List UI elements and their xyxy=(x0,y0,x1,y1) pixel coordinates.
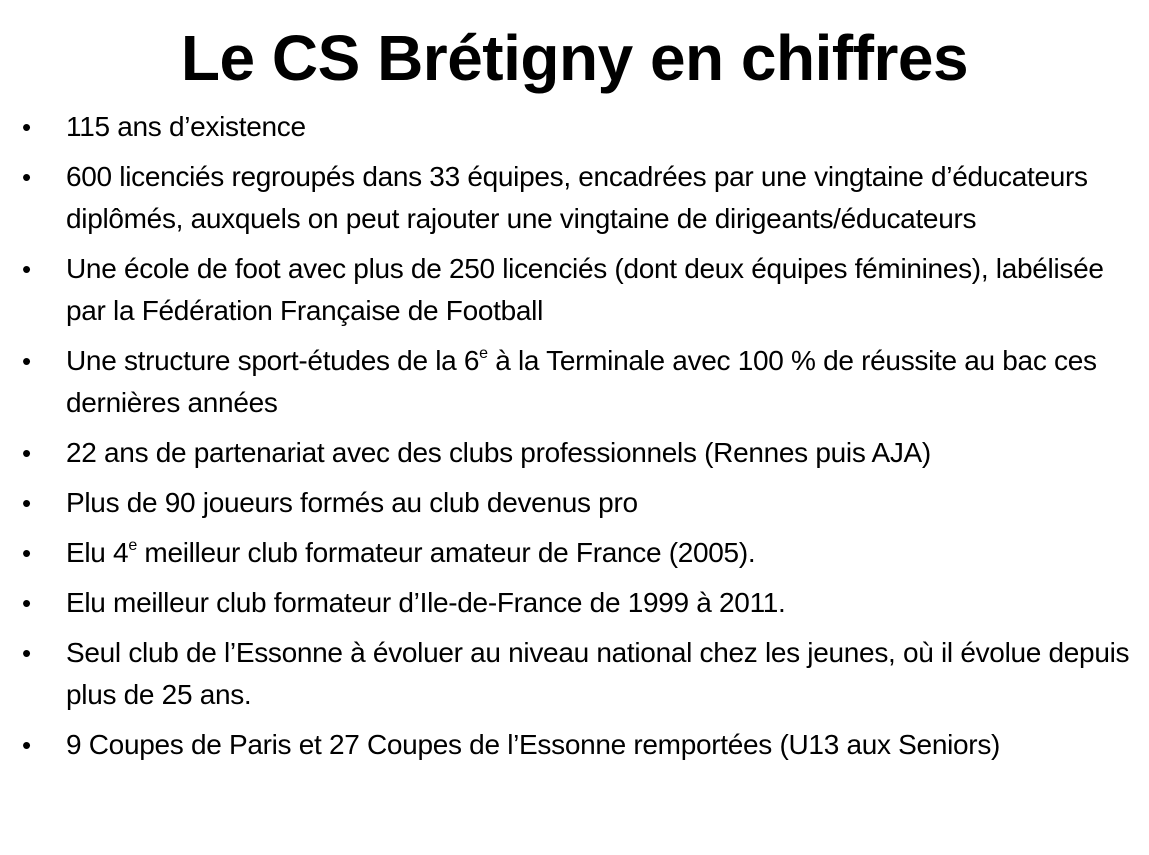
bullet-text-end: à la Terminale avec 100 % de réussite au bac ces dernières années xyxy=(66,345,1097,418)
bullet-list xyxy=(0,106,1149,774)
bullet-item xyxy=(0,482,1149,524)
bullet-text: Une école de foot avec plus de 250 licenciés (dont deux équipes féminines), labélisée par la Fédération Française de Football xyxy=(66,253,1104,326)
bullet-text-start: Elu 4 xyxy=(66,537,129,568)
bullet-item xyxy=(0,632,1149,716)
bullet-item xyxy=(0,432,1149,474)
bullet-text: Seul club de l’Essonne à évoluer au niveau national chez les jeunes, où il évolue depuis plus de 25 ans. xyxy=(66,637,1130,710)
superscript-ordinal: e xyxy=(128,536,137,554)
bullet-text: 9 Coupes de Paris et 27 Coupes de l’Essonne remportées (U13 aux Seniors) xyxy=(66,729,1001,760)
bullet-text-start: Une structure sport-études de la 6 xyxy=(66,345,480,376)
bullet-text: 600 licenciés regroupés dans 33 équipes, encadrées par une vingtaine d’éducateurs diplômés, auxquels on peut rajouter une vingtaine de dirigeants/éducateurs xyxy=(66,161,1088,234)
bullet-text: 22 ans de partenariat avec des clubs professionnels (Rennes puis AJA) xyxy=(66,437,931,468)
bullet-item xyxy=(0,106,1149,148)
superscript-ordinal: e xyxy=(479,344,488,362)
bullet-text: 115 ans d’existence xyxy=(66,111,306,142)
bullet-item xyxy=(0,340,1149,424)
bullet-item xyxy=(0,532,1149,574)
bullet-text: Elu meilleur club formateur d’Ile-de-France de 1999 à 2011. xyxy=(66,587,786,618)
bullet-text: Plus de 90 joueurs formés au club devenus pro xyxy=(66,487,638,518)
bullet-item xyxy=(0,156,1149,240)
bullet-item xyxy=(0,582,1149,624)
bullet-item xyxy=(0,248,1149,332)
bullet-item xyxy=(0,724,1149,766)
slide-title: Le CS Brétigny en chiffres xyxy=(180,22,969,94)
bullet-text-end: meilleur club formateur amateur de France (2005). xyxy=(136,537,756,568)
